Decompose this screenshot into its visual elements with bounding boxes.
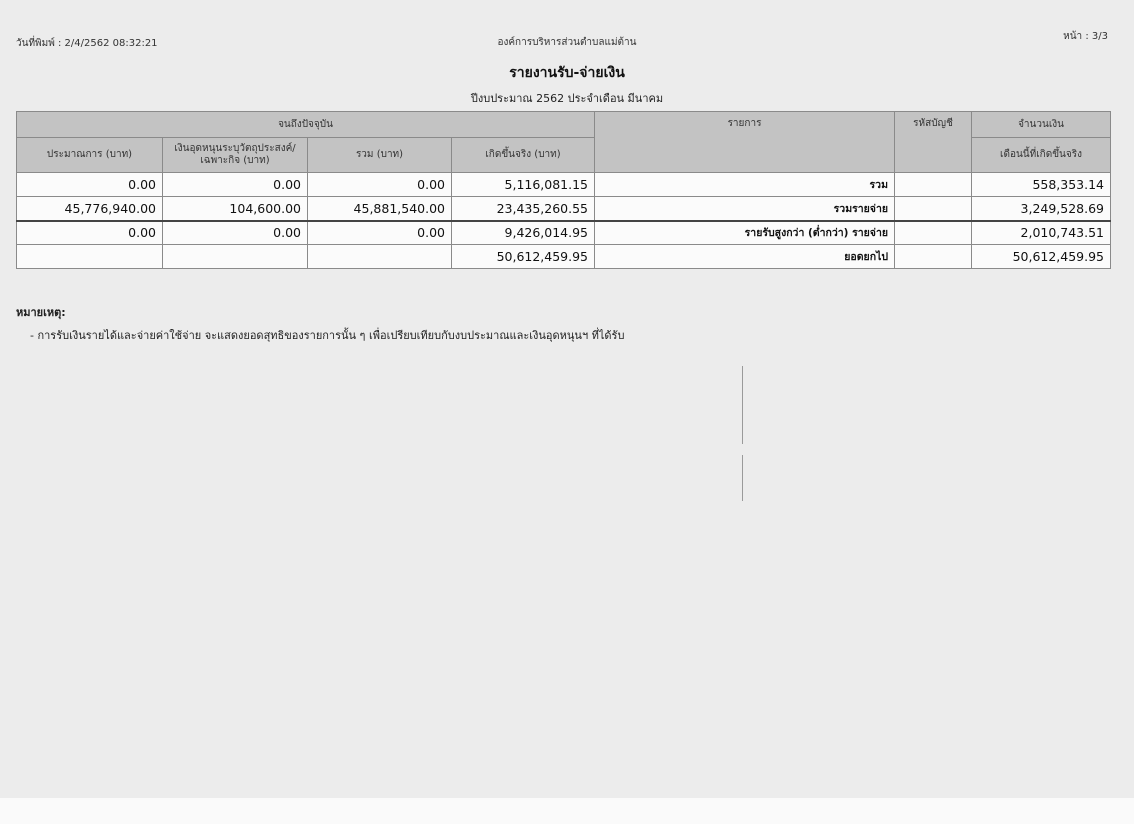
item-cell: รายรับสูงกว่า (ต่ำกว่า) รายจ่าย xyxy=(595,221,895,245)
total-column-header: รวม (บาท) xyxy=(308,138,452,173)
budget-cell: 45,776,940.00 xyxy=(17,197,163,221)
account-code-cell xyxy=(895,173,972,197)
table-row xyxy=(17,221,1111,245)
account-code-cell xyxy=(895,245,972,269)
actual-cell: 9,426,014.95 xyxy=(452,221,595,245)
page-number: หน้า : 3/3 xyxy=(1063,31,1108,42)
scan-fold-mark xyxy=(742,455,743,501)
amount-cell: 2,010,743.51 xyxy=(972,221,1111,245)
item-column-header: รายการ xyxy=(595,112,895,173)
amount-cell: 3,249,528.69 xyxy=(972,197,1111,221)
total-cell: 0.00 xyxy=(308,221,452,245)
budget-cell: 0.00 xyxy=(17,173,163,197)
current-month-column-header: เดือนนี้ที่เกิดขึ้นจริง xyxy=(972,138,1111,173)
item-cell: รวมรายจ่าย xyxy=(595,197,895,221)
report-subtitle: ปีงบประมาณ 2562 ประจำเดือน มีนาคม xyxy=(470,92,664,105)
actual-cell: 23,435,260.55 xyxy=(452,197,595,221)
account-code-cell xyxy=(895,197,972,221)
subsidy-cell xyxy=(163,245,308,269)
actual-column-header: เกิดขึ้นจริง (บาท) xyxy=(452,138,595,173)
budget-column-header: ประมาณการ (บาท) xyxy=(17,138,163,173)
scan-bottom-margin xyxy=(0,798,1134,824)
table-row xyxy=(17,197,1111,221)
subsidy-cell: 0.00 xyxy=(163,221,308,245)
total-cell: 0.00 xyxy=(308,173,452,197)
organization-name: องค์การบริหารส่วนตำบลแม่ต้าน xyxy=(497,37,637,48)
item-cell: ยอดยกไป xyxy=(595,245,895,269)
subsidy-cell: 0.00 xyxy=(163,173,308,197)
amount-cell: 558,353.14 xyxy=(972,173,1111,197)
account-code-column-header: รหัสบัญชี xyxy=(895,112,972,173)
total-cell: 45,881,540.00 xyxy=(308,197,452,221)
amount-column-header: จำนวนเงิน xyxy=(972,112,1111,138)
to-date-group-header: จนถึงปัจจุบัน xyxy=(17,112,595,138)
account-code-cell xyxy=(895,221,972,245)
notes-text: - การรับเงินรายได้และจ่ายค่าใช้จ่าย จะแสดงยอดสุทธิของรายการนั้น ๆ เพื่อเปรียบเทียบกับงบประมาณและเงินอุดหนุนฯ ที่ได้รับ xyxy=(30,329,625,342)
amount-cell: 50,612,459.95 xyxy=(972,245,1111,269)
actual-cell: 50,612,459.95 xyxy=(452,245,595,269)
budget-cell: 0.00 xyxy=(17,221,163,245)
receipts-payments-table xyxy=(16,111,1111,269)
scan-fold-mark xyxy=(742,366,743,444)
item-cell: รวม xyxy=(595,173,895,197)
budget-cell xyxy=(17,245,163,269)
subsidy-column-header: เงินอุดหนุนระบุวัตถุประสงค์/เฉพาะกิจ (บาท) xyxy=(163,138,308,173)
table-row xyxy=(17,173,1111,197)
total-cell xyxy=(308,245,452,269)
print-date: วันที่พิมพ์ : 2/4/2562 08:32:21 xyxy=(16,38,158,49)
table-row xyxy=(17,245,1111,269)
subsidy-cell: 104,600.00 xyxy=(163,197,308,221)
notes-title: หมายเหตุ: xyxy=(16,306,66,319)
actual-cell: 5,116,081.15 xyxy=(452,173,595,197)
report-title: รายงานรับ-จ่ายเงิน xyxy=(509,65,625,81)
